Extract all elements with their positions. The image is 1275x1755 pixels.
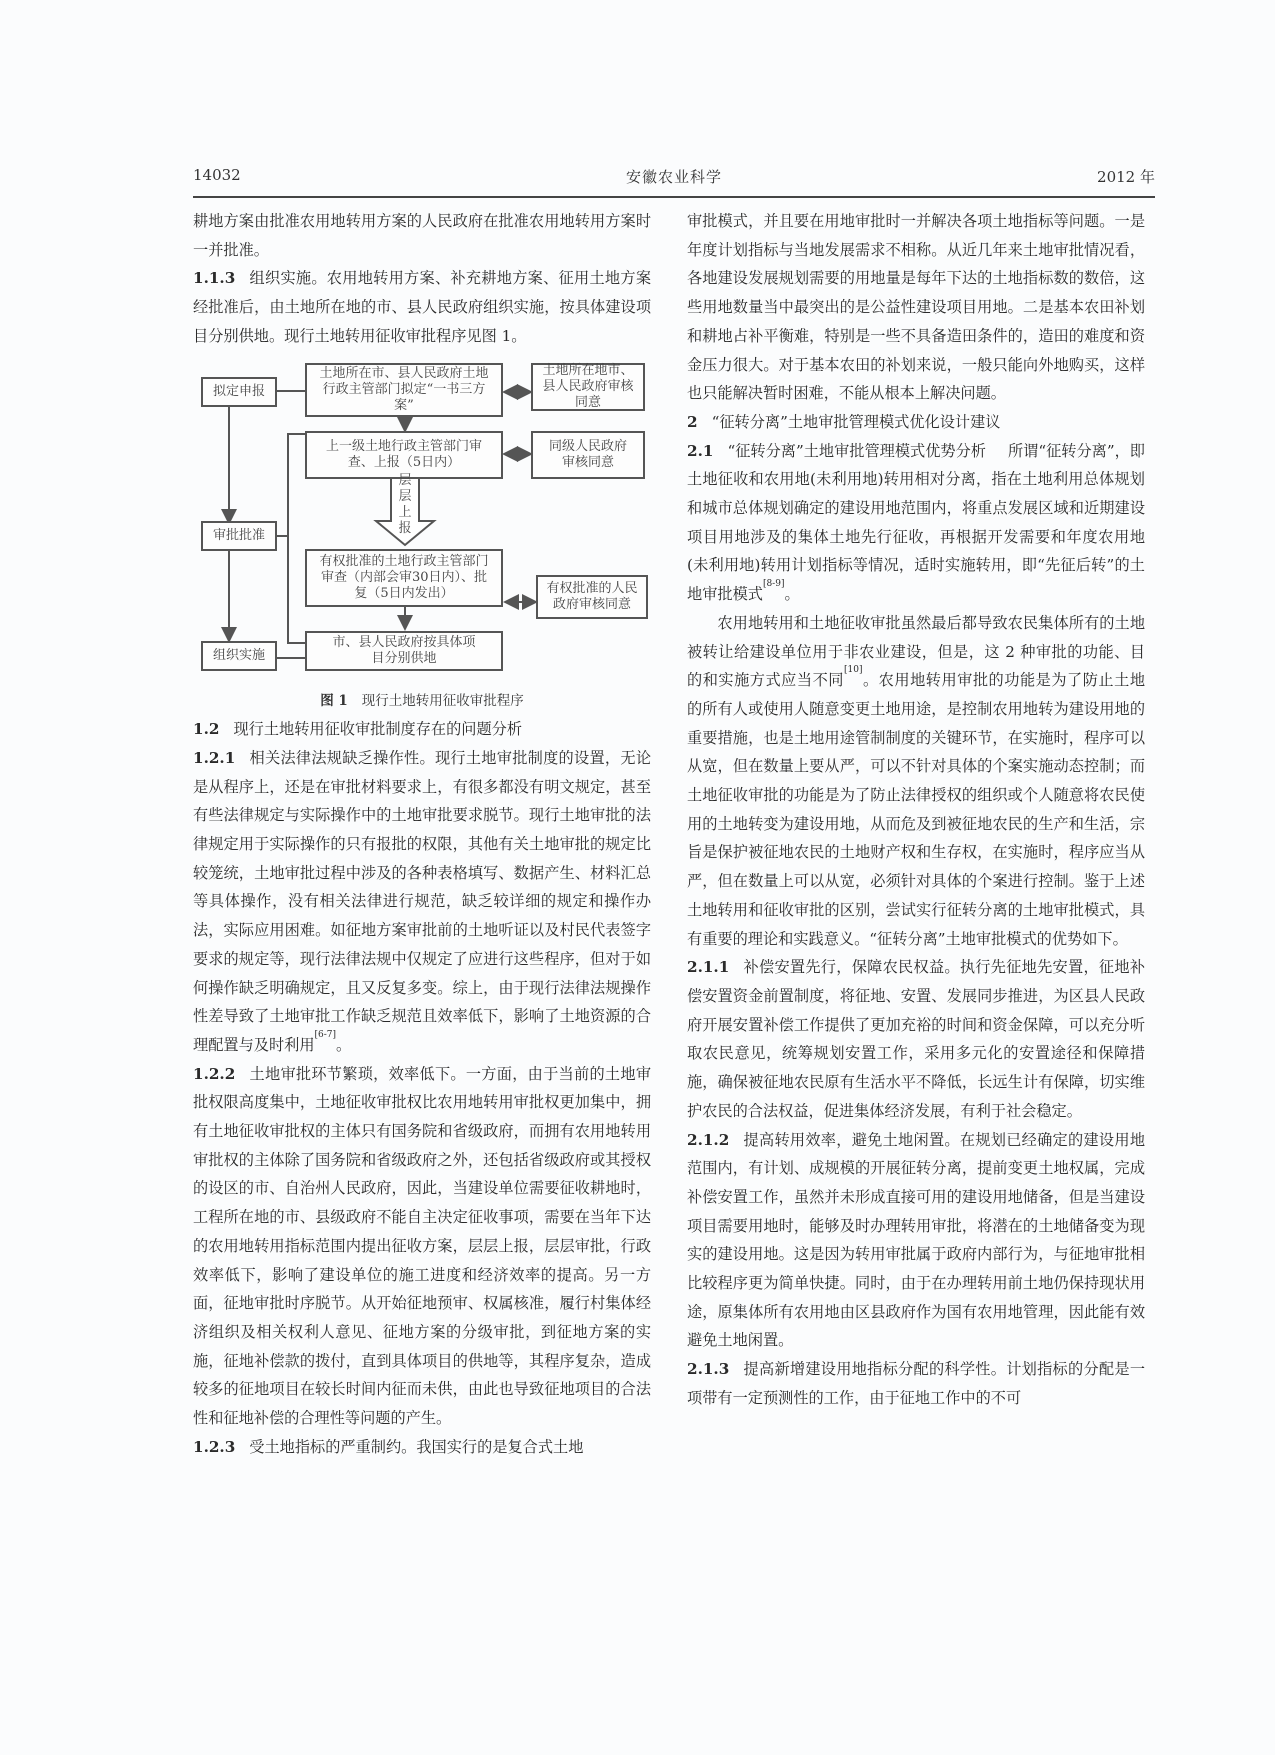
paragraph-text: 农用地转用和土地征收审批虽然最后都导致农民集体所有的土地被转让给建设单位用于非农业建设，但是，这 2 种审批的功能、目的和实施方式应当不同 — [687, 613, 1145, 690]
stage-box-implement: 组织实施 — [201, 641, 277, 671]
flow-box-review-report: 上一级土地行政主管部门审查、上报（5日内） — [305, 431, 503, 479]
paragraph-text: 提高转用效率，避免土地闲置。在规划已经确定的建设用地范围内，有计划、成规模的开展征转分离，提前变更土地权属，完成补偿安置工作，虽然并未形成直接可用的建设用地储备，但是当建设项目需要用地时，能够及时办理转用审批，将潜在的土地储备变为现实的建设用地。这是因为转用审批属于政府内部行为，与征地审批相比较程序更为简单快捷。同时，由于在办理转用前土地仍保持现状用途，原集体所有农用地由区县政府作为国有农用地管理，因此能有效避免土地闲置。 — [687, 1130, 1145, 1350]
stage-box-draft: 拟定申报 — [201, 377, 277, 407]
section-number: 1.2.2 — [193, 1064, 236, 1083]
paragraph: 审批模式，并且要在用地审批时一并解决各项土地指标等问题。一是年度计划指标与当地发展需求不相称。从近几年来土地审批情况看，各地建设发展规划需要的用地量是每年下达的土地指标数的数倍，这些用地数量当中最突出的是公益性建设项目用地。二是基本农田补划和耕地占补平衡难，特别是一些不具备造田条件的，造田的难度和资金压力很大。对于基本农田的补划来说，一般只能向外地购买，这样也只能解决暂时困难，不能从根本上解决问题。 — [687, 212, 1145, 403]
section-1-1-3 — [193, 264, 651, 350]
section-2-1-1 — [687, 953, 1145, 1125]
section-2-1 — [687, 437, 1145, 609]
flow-side-box-a: 土地所在地市、县人民政府审核同意 — [531, 363, 645, 411]
header-rule — [193, 196, 1155, 198]
caption-label: 图 1 — [320, 692, 348, 709]
paragraph-text: 。农用地转用审批的功能是为了防止土地的所有人或使用人随意变更土地用途，是控制农用地转为建设用地的重要措施，也是土地用途管制制度的关键环节，在实施时，程序可以从宽，但在数量上要从严，可以不针对具体的个案实施动态控制；而土地征收审批的功能是为了防止法律授权的组织或个人随意将农民使用的土地转变为建设用地，从而危及到被征地农民的生产和生活，宗旨是保护被征地农民的土地财产权和生存权，在实施时，程序应当从严，但在数量上可以从宽，必须针对具体的个案进行控制。鉴于上述土地转用和征收审批的区别，尝试实行征转分离的土地审批模式，具有重要的理论和实践意义。“征转分离”土地审批模式的优势如下。 — [687, 671, 1146, 948]
section-number: 2.1.1 — [687, 958, 730, 977]
paragraph-text: 所谓“征转分离”，即土地征收和农用地(未利用地)转用相对分离，指在土地利用总体规划和城市总体规划确定的建设用地范围内，将重点发展区域和近期建设项目用地涉及的集体土地先行征收，再根据开发需要和年度农用地(未利用地)转用计划指标等情况，适时实施转用，即“先征后转”的土地审批模式 — [687, 441, 1145, 604]
section-number: 1.1.3 — [193, 269, 236, 288]
figure-caption — [193, 687, 651, 716]
right-column — [687, 207, 1145, 1413]
citation: [8-9] — [762, 579, 785, 590]
paragraph-text: 受土地指标的严重制约。我国实行的是复合式土地 — [249, 1437, 584, 1456]
section-2-1-3 — [687, 1355, 1145, 1412]
citation: [6-7] — [314, 1029, 337, 1040]
caption-text: 现行土地转用征收审批程序 — [361, 692, 524, 709]
section-title: “征转分离”土地审批管理模式优势分析 — [727, 441, 986, 460]
section-title: “征转分离”土地审批管理模式优化设计建议 — [711, 412, 1001, 431]
paragraph — [687, 609, 1145, 953]
flow-box-authorized-review: 有权批准的土地行政主管部门审查（内部会审30日内）、批复（5日内发出） — [305, 549, 503, 607]
section-1-2-heading — [193, 715, 651, 744]
section-number: 1.2.1 — [193, 748, 236, 767]
section-title: 现行土地转用征收审批制度存在的问题分析 — [233, 720, 522, 739]
section-1-2-3 — [193, 1433, 651, 1462]
flowchart-figure-1 — [193, 363, 651, 681]
section-number: 2 — [687, 412, 698, 431]
section-number: 1.2 — [193, 720, 220, 739]
flow-side-box-c: 有权批准的人民政府审核同意 — [536, 575, 648, 619]
section-1-2-2 — [193, 1060, 651, 1433]
paragraph: 耕地方案由批准农用地转用方案的人民政府在批准农用地转用方案时一并批准。 — [193, 212, 651, 259]
flow-box-draft-plan: 土地所在市、县人民政府土地行政主管部门拟定“一书三方案” — [305, 363, 503, 417]
running-header — [193, 166, 1155, 190]
section-number: 1.2.3 — [193, 1437, 236, 1456]
paragraph-text: 土地审批环节繁琐，效率低下。一方面，由于当前的土地审批权限高度集中，土地征收审批权比农用地转用审批权更加集中，拥有土地征收审批权的主体只有国务院和省级政府，而拥有农用地转用审批权的主体除了国务院和省级政府之外，还包括省级政府或其授权的设区的市、自治州人民政府，因此，当建设单位需要征收耕地时，工程所在地的市、县级政府不能自主决定征收事项，需要在当年下达的农用地转用指标范围内提出征收方案，层层上报，层层审批，行政效率低下，影响了建设单位的施工进度和经济效率的提高。另一方面，征地审批时序脱节。从开始征地预审、权属核准，履行村集体经济组织及相关权利人意见、征地方案的分级审批，到征地方案的实施，征地补偿款的拨付，直到具体项目的供地等，其程序复杂，造成较多的征地项目在较长时间内征而未供，由此也导致征地项目的合法性和征地补偿的合理性等问题的产生。 — [193, 1064, 651, 1428]
section-2-heading — [687, 408, 1145, 437]
section-1-2-1 — [193, 744, 651, 1060]
journal-title: 安徽农业科学 — [625, 168, 722, 186]
paragraph-text: 相关法律法规缺乏操作性。现行土地审批制度的设置，无论是从程序上，还是在审批材料要求上，有很多都没有明文规定，甚至有些法律规定与实际操作中的土地审批要求脱节。现行土地审批的法律规定用于实际操作的只有报批的权限，其他有关土地审批的规定比较笼统，土地审批过程中涉及的各种表格填写、数据产生、材料汇总等具体操作，没有相关法律进行规范，缺乏较详细的规定和操作办法，实际应用困难。如征地方案审批前的土地听证以及村民代表签字要求的规定等，现行法律法规中仅规定了应进行这些程序，但对于如何操作缺乏明确规定，且又反复多变。综上，由于现行法律法规操作性差导致了土地审批工作缺乏规范且效率低下，影响了土地资源的合理配置与及时利用 — [193, 748, 651, 1054]
left-column — [193, 207, 651, 1462]
section-number: 2.1 — [687, 441, 714, 460]
citation: [10] — [843, 665, 863, 676]
flow-box-supply-land: 市、县人民政府按具体项目分别供地 — [305, 631, 503, 671]
publication-year: 2012 年 — [1097, 168, 1155, 186]
punctuation: 。 — [336, 1035, 352, 1054]
section-number: 2.1.2 — [687, 1130, 730, 1149]
page-number: 14032 — [193, 166, 241, 184]
big-arrow-label-text: 层层上报 — [398, 472, 412, 536]
paragraph-text: 组织实施。农用地转用方案、补充耕地方案、征用土地方案经批准后，由土地所在地的市、县人民政府组织实施，按具体建设项目分别供地。现行土地转用征收审批程序见图 1。 — [193, 269, 651, 345]
section-2-1-2 — [687, 1126, 1145, 1356]
big-arrow-label — [397, 473, 413, 537]
connector-stage2-bracket — [288, 434, 306, 643]
flow-side-box-b: 同级人民政府审核同意 — [531, 431, 645, 479]
punctuation: 。 — [784, 585, 800, 604]
paragraph-text: 补偿安置先行，保障农民权益。执行先征地先安置，征地补偿安置资金前置制度，将征地、安置、发展同步推进，为区县人民政府开展安置补偿工作提供了更加充裕的时间和资金保障，可以充分听取农民意见，统筹规划安置工作，采用多元化的安置途径和保障措施，确保被征地农民原有生活水平不降低，长远生计有保障，切实维护农民的合法权益，促进集体经济发展，有利于社会稳定。 — [687, 958, 1145, 1120]
stage-box-approve: 审批批准 — [201, 521, 277, 551]
paragraph-text: 提高新增建设用地指标分配的科学性。计划指标的分配是一项带有一定预测性的工作，由于征地工作中的不可 — [687, 1360, 1145, 1407]
section-number: 2.1.3 — [687, 1360, 730, 1379]
